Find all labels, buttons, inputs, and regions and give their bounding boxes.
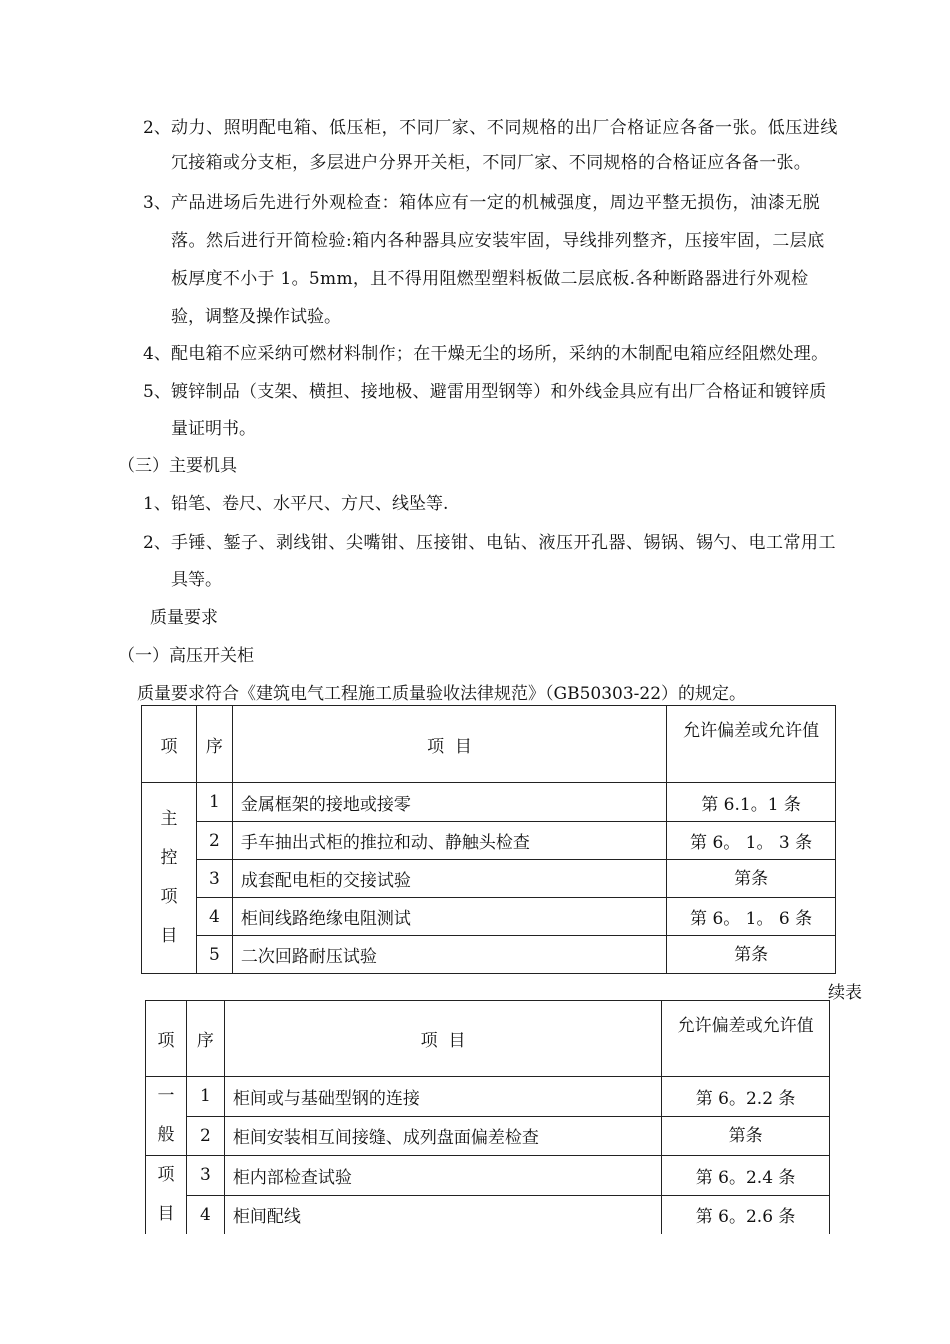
para-3-number: 3、 <box>143 193 171 213</box>
row-value: 第 6。2.4 条 <box>662 1156 830 1196</box>
header-category: 项 <box>142 706 197 783</box>
row-item: 柜内部检查试验 <box>224 1156 661 1196</box>
para-4-line-1: 配电箱不应采纳可燃材料制作；在干燥无尘的场所，采纳的木制配电箱应经阻燃处理。 <box>171 344 829 364</box>
row-value: 第 6。2.6 条 <box>662 1195 830 1234</box>
table-header-row <box>142 706 836 783</box>
table-row <box>142 936 836 974</box>
para-3-line-4: 验，调整及操作试验。 <box>171 307 341 327</box>
continued-label: 续表 <box>828 983 862 1003</box>
row-value: 第 6。 1。 3 条 <box>667 822 836 860</box>
row-seq: 4 <box>186 1195 224 1234</box>
header-item: 项 目 <box>224 1001 661 1077</box>
table-row <box>142 860 836 898</box>
section-3-heading: （三）主要机具 <box>118 456 237 476</box>
row-value: 第条 <box>667 860 836 898</box>
table-row <box>142 898 836 936</box>
para-4-number: 4、 <box>143 344 171 364</box>
row-seq: 5 <box>196 936 232 974</box>
table-row <box>146 1156 830 1196</box>
row-item: 金属框架的接地或接零 <box>232 783 666 822</box>
sub-heading-high-voltage: （一）高压开关柜 <box>118 646 254 666</box>
group-label-general: 一 般 <box>146 1077 187 1156</box>
row-item: 二次回路耐压试验 <box>232 936 666 974</box>
row-value: 第 6。 1。 6 条 <box>667 898 836 936</box>
para-5-line-1: 镀锌制品（支架、横担、接地极、避雷用型钢等）和外线金具应有出厂合格证和镀锌质 <box>171 382 827 402</box>
tools-1-number: 1、 <box>143 494 171 514</box>
row-value: 第 6。2.2 条 <box>662 1077 830 1117</box>
para-2-number: 2、 <box>143 118 171 138</box>
row-item: 柜间配线 <box>224 1195 661 1234</box>
table-row <box>142 822 836 860</box>
header-allowance: 允许偏差或允许值 <box>662 1001 830 1077</box>
row-seq: 1 <box>186 1077 224 1117</box>
row-item: 柜间或与基础型钢的连接 <box>224 1077 661 1117</box>
row-seq: 1 <box>196 783 232 822</box>
main-control-table <box>141 705 836 974</box>
table-row <box>146 1116 830 1156</box>
row-item: 柜间线路绝缘电阻测试 <box>232 898 666 936</box>
tools-1-line-1: 铅笔、卷尺、水平尺、方尺、线坠等. <box>171 494 449 514</box>
header-allowance: 允许偏差或允许值 <box>667 706 836 783</box>
para-5-line-2: 量证明书。 <box>171 419 256 439</box>
para-2-line-1: 动力、照明配电箱、低压柜，不同厂家、不同规格的出厂合格证应各备一张。低压进线 <box>171 118 838 138</box>
tools-2-line-2: 具等。 <box>171 570 222 590</box>
header-item: 项 目 <box>232 706 666 783</box>
para-2-line-2: 冗接箱或分支柜，多层进户分界开关柜，不同厂家、不同规格的合格证应各备一张。 <box>171 153 812 173</box>
tools-2-line-1: 手锤、錾子、剥线钳、尖嘴钳、压接钳、电钻、液压开孔器、锡锅、锡勺、电工常用工 <box>171 533 836 553</box>
header-seq: 序 <box>186 1001 224 1077</box>
row-value: 第条 <box>667 936 836 974</box>
row-item: 柜间安装相互间接缝、成列盘面偏差检查 <box>224 1116 661 1156</box>
row-value: 第条 <box>662 1116 830 1156</box>
para-3-line-2: 落。然后进行开简检验:箱内各种器具应安装牢固，导线排列整齐，压接牢固，二层底 <box>171 231 825 251</box>
row-seq: 4 <box>196 898 232 936</box>
group-label-items: 项 目 <box>146 1156 187 1235</box>
group-label-main-control: 主 控 项 目 <box>142 783 197 974</box>
table-header-row <box>146 1001 830 1077</box>
table-row <box>146 1195 830 1234</box>
header-seq: 序 <box>196 706 232 783</box>
row-seq: 3 <box>196 860 232 898</box>
row-value: 第 6.1。1 条 <box>667 783 836 822</box>
row-item: 手车抽出式柜的推拉和动、静触头检查 <box>232 822 666 860</box>
row-seq: 3 <box>186 1156 224 1196</box>
header-category: 项 <box>146 1001 187 1077</box>
quality-heading: 质量要求 <box>150 608 218 628</box>
row-item: 成套配电柜的交接试验 <box>232 860 666 898</box>
table-row <box>142 783 836 822</box>
standard-note: 质量要求符合《建筑电气工程施工质量验收法律规范》（GB50303-22）的规定。 <box>137 684 747 704</box>
para-5-number: 5、 <box>143 382 171 402</box>
table-row <box>146 1077 830 1117</box>
general-items-table <box>145 1000 830 1234</box>
tools-2-number: 2、 <box>143 533 171 553</box>
para-3-line-3: 板厚度不小于 1。5mm，且不得用阻燃型塑料板做二层底板.各种断路器进行外观检 <box>171 269 809 289</box>
row-seq: 2 <box>196 822 232 860</box>
row-seq: 2 <box>186 1116 224 1156</box>
para-3-line-1: 产品进场后先进行外观检查：箱体应有一定的机械强度，周边平整无损伤，油漆无脱 <box>171 193 821 213</box>
